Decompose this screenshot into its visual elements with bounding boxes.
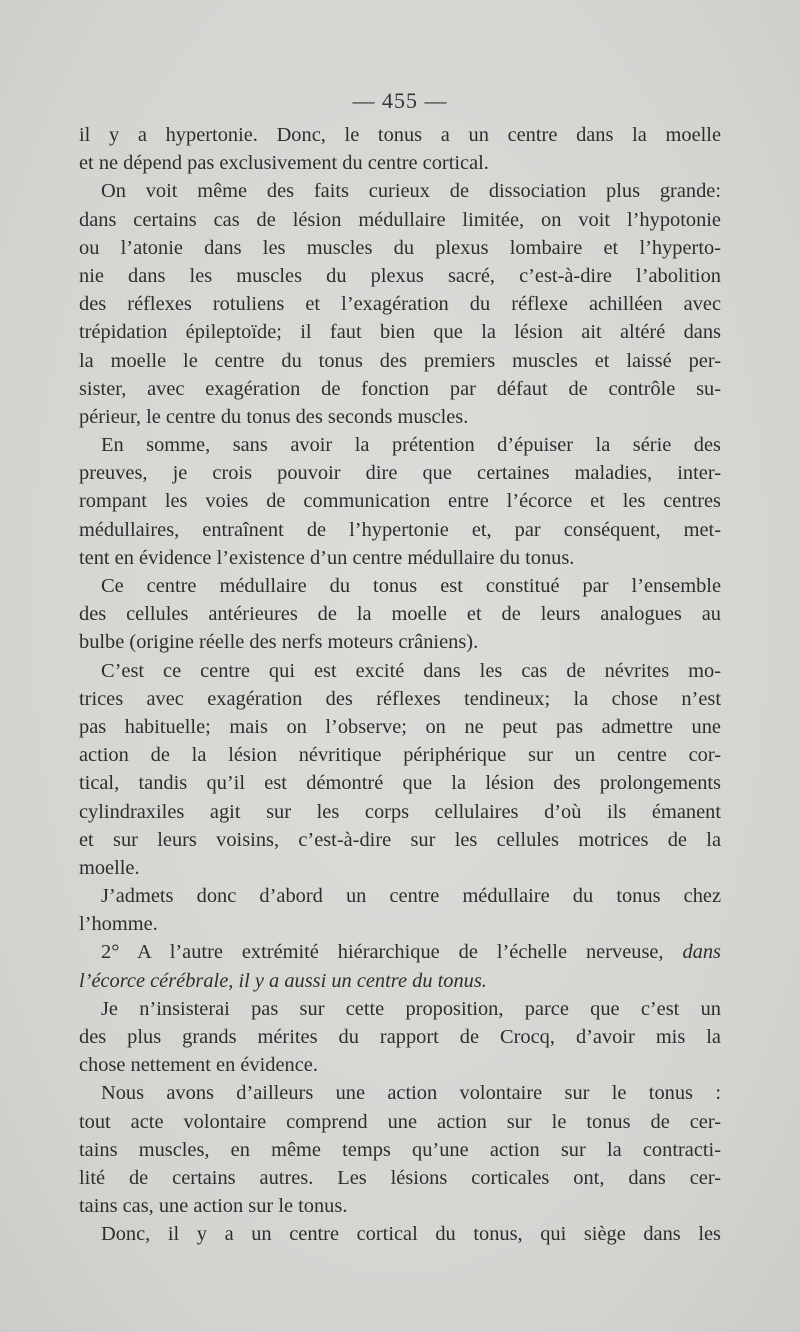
text-line-content: tent en évidence l’existence d’un centre médullaire du tonus. [79,546,575,569]
text-line-content: trépidation épileptoïde; il faut bien que la lésion ait altéré dans [79,321,721,344]
text-line-content: Nous avons d’ailleurs une action volontaire sur le tonus : [101,1082,721,1105]
text-line [79,347,721,375]
text-line [79,544,721,572]
text-line [79,290,721,318]
text-line [79,628,721,656]
text-line-content: il y a hypertonie. Donc, le tonus a un centre dans la moelle [79,124,721,146]
page-number: — 455 — [352,88,448,113]
text-line-content: bulbe (origine réelle des nerfs moteurs crâniens). [79,631,479,654]
text-line-content: rompant les voies de communication entre l’écorce et les centres [79,490,721,513]
text-line-content: 2° A l’autre extrémité hiérarchique de l’échelle nerveuse, [101,941,683,964]
text-line [79,1220,721,1248]
text-line [79,234,721,262]
text-line-content: Je n’insisterai pas sur cette proposition, parce que c’est un [101,997,721,1020]
text-line [79,1079,721,1107]
text-line-content: On voit même des faits curieux de dissociation plus grande: [101,180,721,203]
text-line [79,149,721,177]
text-line [79,121,721,149]
text-line [79,262,721,290]
text-line-content: Ce centre médullaire du tonus est constitué par l’ensemble [101,575,721,597]
text-line [79,516,721,544]
text-line [79,1023,721,1051]
text-line-content: tical, tandis qu’il est démontré que la lésion des prolongements [79,772,721,795]
text-line [79,403,721,431]
text-line-content: pas habituelle; mais on l’observe; on ne peut pas admettre une [79,715,721,738]
text-line-content: des réflexes rotuliens et l’exagération du réflexe achilléen avec [79,293,721,316]
text-line [79,826,721,854]
text-line-content: médullaires, entraînent de l’hypertonie et, par conséquent, met- [79,518,721,541]
text-line-content: sister, avec exagération de fonction par défaut de contrôle su- [79,377,721,400]
text-line-content: la moelle le centre du tonus des premiers muscles et laissé per- [79,349,721,372]
text-line [79,318,721,346]
text-line [79,882,721,910]
text-line [79,572,721,600]
body-text [79,121,721,1249]
text-line-content: cylindraxiles agit sur les corps cellulaires d’où ils émanent [79,800,721,823]
text-line [79,431,721,459]
text-line-content: et sur leurs voisins, c’est-à-dire sur les cellules motrices de la [79,828,721,851]
text-line [79,177,721,205]
text-line [79,741,721,769]
text-line [79,1108,721,1136]
text-line [79,1051,721,1079]
text-line-content: tout acte volontaire comprend une action sur le tonus de cer- [79,1110,721,1133]
text-line-content: et ne dépend pas exclusivement du centre cortical. [79,152,489,175]
text-line [79,375,721,403]
text-line-content: lité de certains autres. Les lésions corticales ont, dans cer- [79,1166,721,1189]
text-line-content: En somme, sans avoir la prétention d’épuiser la série des [101,434,721,457]
text-line [79,600,721,628]
text-line-content: moelle. [79,856,140,879]
text-line-italic: dans [682,941,721,964]
text-line [79,657,721,685]
text-line-content: C’est ce centre qui est excité dans les cas de névrites mo- [101,659,721,682]
text-line-content: ou l’atonie dans les muscles du plexus lombaire et l’hyperto- [79,236,721,259]
text-line-content: tains cas, une action sur le tonus. [79,1195,348,1218]
text-line-content: périeur, le centre du tonus des seconds muscles. [79,405,469,428]
text-line [79,713,721,741]
text-line-content: chose nettement en évidence. [79,1054,318,1077]
text-line-content: des cellules antérieures de la moelle et de leurs analogues au [79,603,721,626]
text-line-content: J’admets donc d’abord un centre médullaire du tonus chez [101,885,721,908]
text-line-content: nie dans les muscles du plexus sacré, c’est-à-dire l’abolition [79,264,721,287]
text-line-content: preuves, je crois pouvoir dire que certaines maladies, inter- [79,462,721,485]
text-line [79,910,721,938]
text-line-content: tains muscles, en même temps qu’une action sur la contracti- [79,1138,721,1161]
text-line-content: action de la lésion névritique périphérique sur un centre cor- [79,744,721,767]
text-line-content: des plus grands mérites du rapport de Crocq, d’avoir mis la [79,1026,721,1048]
text-line [79,854,721,882]
text-line [79,1192,721,1220]
text-line [79,967,721,995]
text-line [79,206,721,234]
text-line [79,938,721,966]
text-line [79,685,721,713]
text-line [79,769,721,797]
text-line-italic: l’écorce cérébrale, il y a aussi un centre du tonus. [79,969,487,992]
text-line [79,459,721,487]
text-line-content: dans certains cas de lésion médullaire limitée, on voit l’hypotonie [79,208,721,231]
text-line-content: l’homme. [79,913,158,936]
text-line [79,487,721,515]
text-line [79,798,721,826]
text-line [79,995,721,1023]
text-line [79,1164,721,1192]
text-line-content: Donc, il y a un centre cortical du tonus, qui siège dans les [101,1223,721,1246]
text-line-content: trices avec exagération des réflexes tendineux; la chose n’est [79,687,721,710]
text-line [79,1136,721,1164]
